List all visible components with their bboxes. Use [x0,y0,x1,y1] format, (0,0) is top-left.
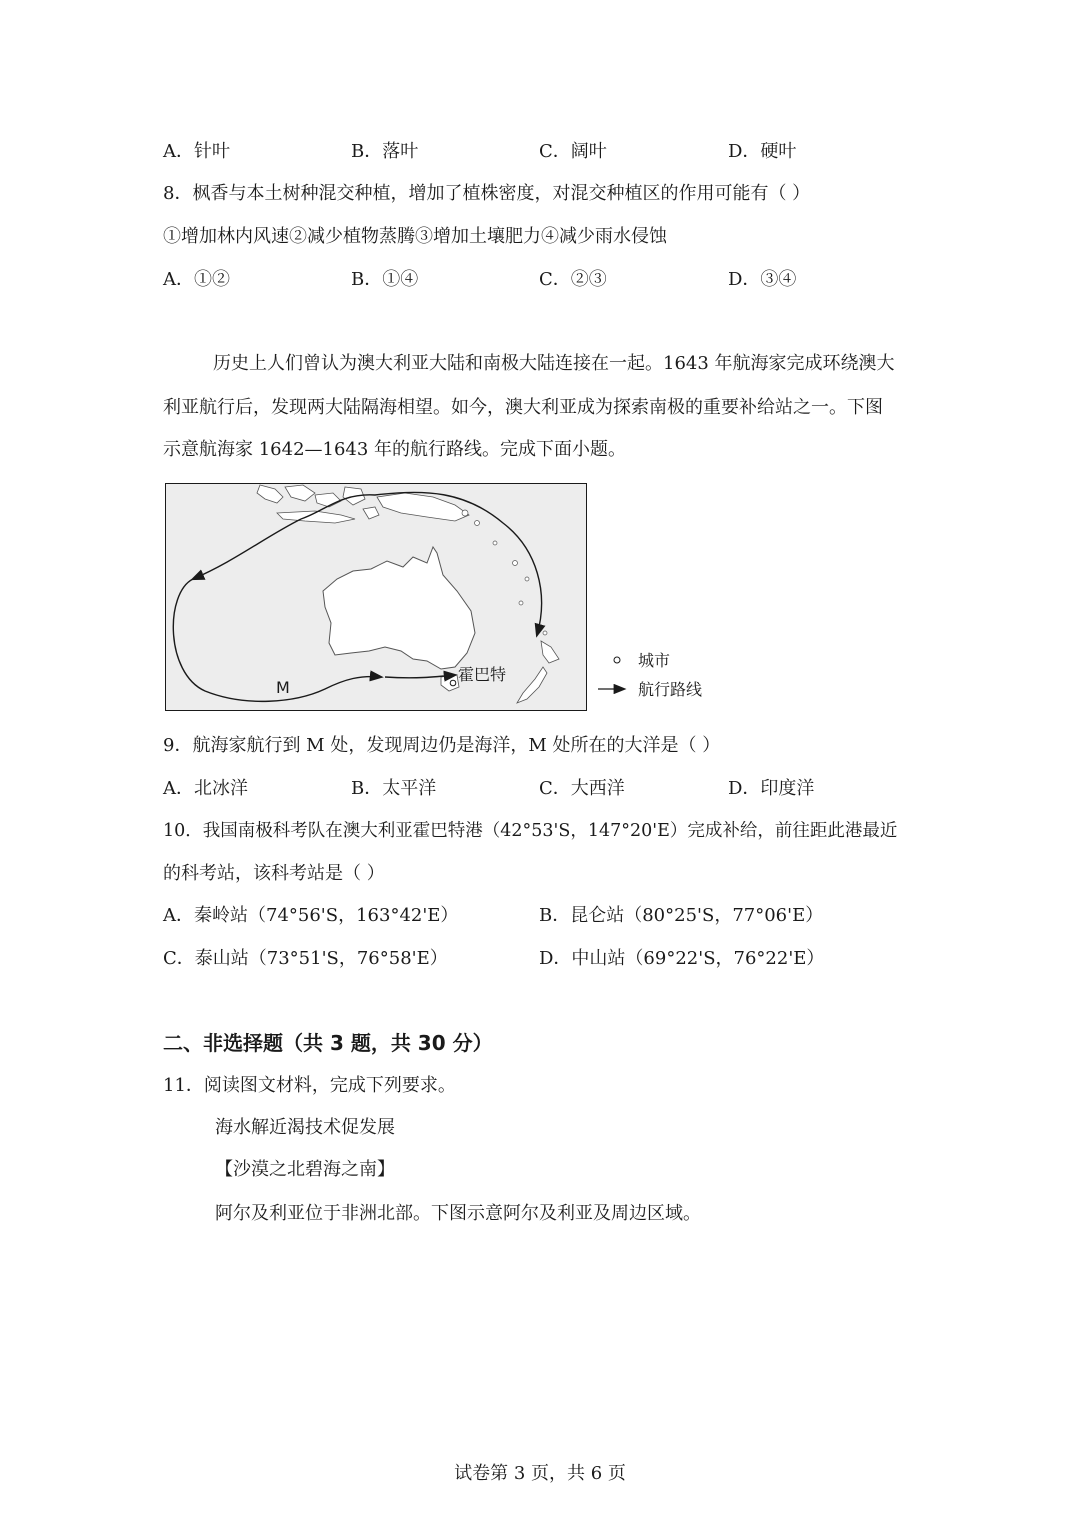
material-text: 阿尔及利亚位于非洲北部。下图示意阿尔及利亚及周边区域。 [215,1203,701,1224]
q11-stem: 11．阅读图文材料，完成下列要求。 [163,1075,456,1096]
city-legend-icon [614,657,620,663]
q9-option-d: D．印度洋 [728,778,815,799]
map-legend [592,648,722,704]
q9-option-b: B．太平洋 [351,778,437,799]
q10-option-a: A．秦岭站（74°56'S，163°42'E） [163,905,459,926]
point-m-label: M [276,678,290,697]
q10-option-b: B．昆仑站（80°25'S，77°06'E） [539,905,824,926]
hobart-label: 霍巴特 [458,665,507,684]
q10-stem-line-1: 10．我国南极科考队在澳大利亚霍巴特港（42°53'S，147°20'E）完成补给，前往距此港最近 [163,821,898,841]
q7-option-b: B．落叶 [351,141,419,162]
q10-option-d: D．中山站（69°22'S，76°22'E） [539,948,825,969]
material-title: 海水解近渴技术促发展 [215,1117,395,1138]
q9-option-a: A．北冰洋 [163,778,248,799]
route-map [165,483,587,711]
legend-city-label: 城市 [638,651,671,670]
q10-stem-line-2: 的科考站，该科考站是（ ） [163,863,385,884]
q8-option-c: C．②③ [539,269,607,290]
material-subtitle: 【沙漠之北碧海之南】 [215,1159,395,1180]
passage-line-1: 历史上人们曾认为澳大利亚大陆和南极大陆连接在一起。1643 年航海家完成环绕澳大 [213,353,895,374]
q8-stem: 8．枫香与本土树种混交种植，增加了植株密度，对混交种植区的作用可能有（ ） [163,183,811,204]
q8-statements: ①增加林内风速②减少植物蒸腾③增加土壤肥力④减少雨水侵蚀 [163,226,667,247]
q7-option-c: C．阔叶 [539,141,607,162]
q9-stem: 9．航海家航行到 M 处，发现周边仍是海洋，M 处所在的大洋是（ ） [163,735,721,756]
page-footer: 试卷第 3 页，共 6 页 [454,1463,626,1484]
section-2-heading: 二、非选择题（共 3 题，共 30 分） [163,1031,493,1055]
q8-option-a: A．①② [163,269,230,290]
passage-line-3: 示意航海家 1642—1643 年的航行路线。完成下面小题。 [163,439,627,460]
q8-option-b: B．①④ [351,269,419,290]
legend-route-label: 航行路线 [638,680,703,699]
passage-line-2: 利亚航行后，发现两大陆隔海相望。如今，澳大利亚成为探索南极的重要补给站之一。下图 [163,397,883,418]
q10-option-c: C．泰山站（73°51'S，76°58'E） [163,948,448,969]
q7-option-a: A．针叶 [163,141,230,162]
q8-option-d: D．③④ [728,269,797,290]
q9-option-c: C．大西洋 [539,778,625,799]
q7-option-d: D．硬叶 [728,141,797,162]
hobart-city-marker [450,680,456,686]
